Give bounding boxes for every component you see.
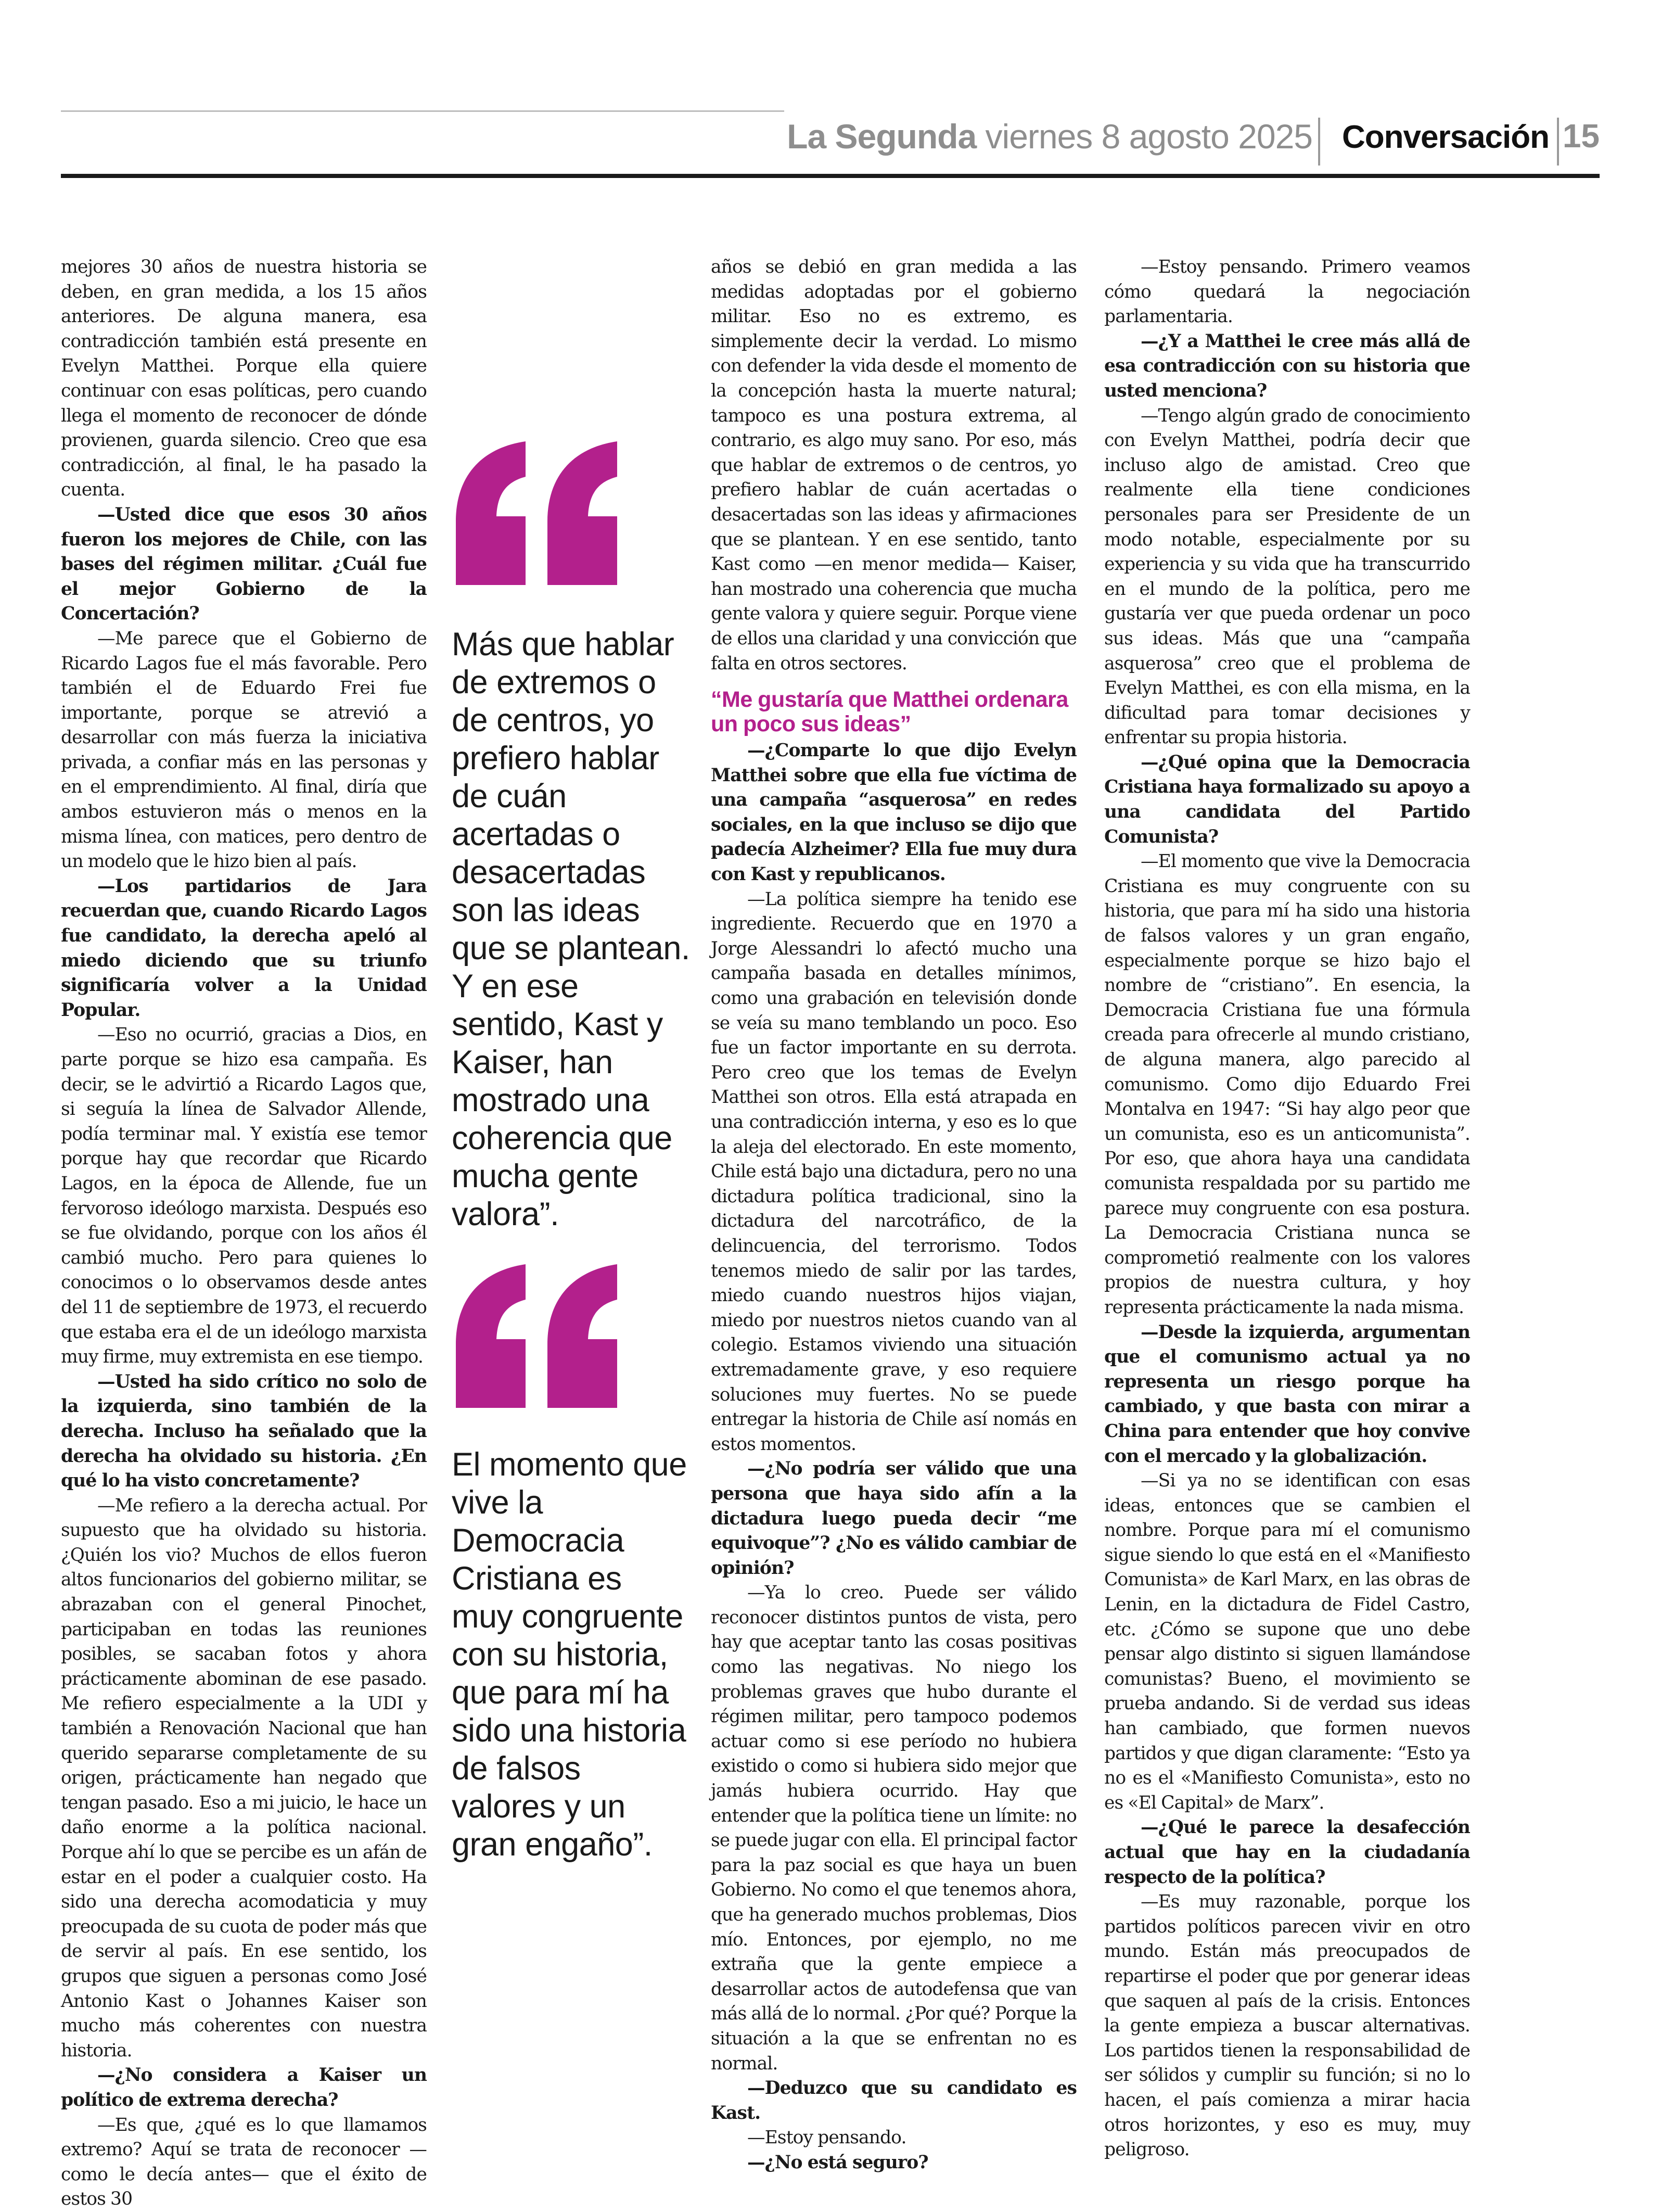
page-header (61, 113, 1600, 174)
interview-question: —Los partidarios de Jara recuerdan que, cuando Ricardo Lagos fue candidato, la derecha apeló al miedo diciendo que su triunfo significaría volver a la Unidad Popular. (61, 875, 427, 1021)
publication-date: viernes 8 agosto 2025 (985, 117, 1312, 156)
header-paper-date (787, 117, 1312, 156)
newspaper-name: La Segunda (787, 117, 977, 156)
interview-question: —¿Y a Matthei le cree más allá de esa contradicción con su historia que usted menciona? (1104, 330, 1470, 401)
interview-answer: —Me refiero a la derecha actual. Por supuesto que ha olvidado su historia. ¿Quién los vio? Muchos de ellos fueron altos funcionarios del gobierno militar, se abrazaban con el general Pinochet, participaban en todas las reuniones posibles, se sacaban fotos y ahora prácticamente abominan de ese pasado. Me refiero especialmente a la UDI y también a Renovación Nacional que han querido separarse completamente de su origen, prácticamente han negado que tengan pasado. Eso a mi juicio, le hace un daño enorme a la política nacional. Porque ahí lo que se percibe es un afán de estar en el poder a cualquier costo. Ha sido una derecha acomodaticia y muy preocupada de su cuota de poder más que de servir al país. En ese sentido, los grupos que siguen a personas como José Antonio Kast o Johannes Kaiser son mucho más coherentes con nuestra historia. (61, 1495, 427, 2061)
interview-answer: años se debió en gran medida a las medidas adoptadas por el gobierno militar. Eso no es extremo, es simplemente decir la verdad. Lo mismo con defender la vida desde el momento de la concepción hasta la muerte natural; tampoco es una postura extrema, al contrario, es algo muy sano. Por eso, más que hablar de extremos o de centros, yo prefiero hablar de cuán acertadas o desacertadas son las ideas y afirmaciones que se plantean. Y en ese sentido, tanto Kast como —en menor medida— Kaiser, han mostrado una coherencia que mucha gente valora y quiere seguir. Porque viene de ellos una claridad y una convicción que falta en otros sectores. (711, 257, 1077, 674)
article-column-1 (61, 255, 427, 2210)
interview-question: —Desde la izquierda, argumentan que el comunismo actual ya no representa un riesgo porque ha cambiado, y que basta con mirar a China para entender que hoy convive con el mercado y la globalización. (1104, 1321, 1470, 1467)
interview-question: —¿Qué opina que la Democracia Cristiana haya formalizado su apoyo a una candidata del Partido Comunista? (1104, 752, 1470, 847)
interview-answer: —Si ya no se identifican con esas ideas, entonces que se cambien el nombre. Porque para mí el comunismo sigue siendo lo que está en el «Manifiesto Comunista» de Karl Marx, en las obras de Lenin, en la dictadura de Fidel Castro, etc. ¿Cómo se supone que uno debe pensar algo distinto si siguen llamándose comunistas? Bueno, el movimiento se prueba andando. Si de verdad sus ideas han cambiado, que formen nuevos partidos y que digan claramente: “Esto ya no es el «Manifiesto Comunista», esto no es «El Capital» de Marx”. (1104, 1470, 1470, 1813)
interview-question: —Deduzco que su candidato es Kast. (711, 2078, 1077, 2124)
interview-answer: —El momento que vive la Democracia Cristiana es muy congruente con su historia, que para mí ha sido una historia de falsos valores y un gran engaño, especialmente porque se hizo bajo el nombre de “cristiano”. En esencia, la Democracia Cristiana fue una fórmula creada para ofrecerle al mundo cristiano, de alguna manera, algo parecido al comunismo. Como dijo Eduardo Frei Montalva en 1947: “Si hay algo peor que un comunista, eso es un anticomunista”. Por eso, que ahora haya una candidata comunista respaldada por su partido me parece muy congruente con esa postura. La Democracia Cristiana nunca se comprometió realmente con los valores propios de nuestra cultura, y hoy representa prácticamente la nada misma. (1104, 851, 1470, 1318)
interview-question: —¿Qué le parece la desafección actual que hay en la ciudadanía respecto de la política? (1104, 1817, 1470, 1888)
top-thin-rule (61, 110, 784, 112)
interview-answer: —Tengo algún grado de conocimiento con Evelyn Matthei, podría decir que incluso algo de amistad. Creo que realmente ella tiene condiciones personales para ser Presidente de un modo notable, especialmente por su experiencia y su vida que ha transcurrido en el mundo de la política, pero me gustaría ver que pueda ordenar un poco sus ideas. Más que una “campaña asquerosa” creo que el problema de Evelyn Matthei, es con ella misma, en la dificultad para tomar decisiones y enfrentar su propia historia. (1104, 405, 1470, 748)
interview-question: —¿No considera a Kaiser un político de extrema derecha? (61, 2065, 427, 2111)
interview-answer: —Es que, ¿qué es lo que llamamos extremo? Aquí se trata de reconocer —como le decía antes— que el éxito de estos 30 (61, 2114, 427, 2210)
pull-quote-2: El momento que vive la Democracia Cristiana es muy congruente con su historia, que para mí ha sido una historia de falsos valores y un gran engaño”. (452, 1446, 687, 1863)
page-number: 15 (1562, 117, 1600, 155)
interview-answer: —Ya lo creo. Puede ser válido reconocer distintos puntos de vista, pero hay que aceptar tanto las cosas positivas como las negativas. No niego los problemas graves que hubo durante el régimen militar, pero tampoco podemos actuar como si ese período no hubiera existido o como si hubiera sido mejor que jamás hubiera ocurrido. Hay que entender que la política tiene un límite: no se puede jugar con ella. El principal factor para la paz social es que haya un buen Gobierno. No como el que tenemos ahora, que ha generado muchos problemas, Dios mío. Entonces, por ejemplo, no me extraña que la gente empiece a desarrollar actos de autodefensa que van más allá de lo normal. ¿Por qué? Porque la situación a la que se enfrentan no es normal. (711, 1582, 1077, 2074)
interview-answer: —Es muy razonable, porque los partidos políticos parecen vivir en otro mundo. Están más preocupados de repartirse el poder que por generar ideas que saquen al país de la crisis. Entonces la gente empieza a buscar alternativas. Los partidos tienen la responsabilidad de ser sólidos y cumplir su función; si no lo hacen, el país comienza a mirar hacia otros horizontes, y eso es muy, muy peligroso. (1104, 1891, 1470, 2160)
article-column-2 (711, 255, 1077, 2173)
interview-question: —Usted dice que esos 30 años fueron los mejores de Chile, con las bases del régimen militar. ¿Cuál fue el mejor Gobierno de la Concertación? (61, 504, 427, 625)
interview-answer: —Estoy pensando. Primero veamos cómo quedará la negociación parlamentaria. (1104, 257, 1470, 327)
header-thick-rule (61, 174, 1600, 178)
interview-question: —¿Comparte lo que dijo Evelyn Matthei sobre que ella fue víctima de una campaña “asquerosa” en redes sociales, en la que incluso se dijo que padecía Alzheimer? Ella fue muy dura con Kast y republicanos. (711, 740, 1077, 885)
interview-answer: —Eso no ocurrió, gracias a Dios, en parte porque se hizo esa campaña. Es decir, se le advirtió a Ricardo Lagos que, si seguía la línea de Salvador Allende, podía terminar mal. Y existía ese temor porque hay que recordar que Ricardo Lagos, en la época de Allende, fue un fervoroso ideólogo marxista. Después eso se fue olvidando, porque con los años él cambió mucho. Pero para quienes lo conocimos o lo observamos desde antes del 11 de septiembre de 1973, el recuerdo que estaba era el de un ideólogo marxista muy firme, muy extremista en ese tiempo. (61, 1024, 427, 1368)
pull-quote-1: Más que hablar de extremos o de centros, yo prefiero hablar de cuán acertadas o desacertadas son las ideas que se plantean. Y en ese sentido, Kast y Kaiser, han mostrado una coherencia que mucha gente valora”. (452, 626, 690, 1232)
interview-question: —¿No está seguro? (747, 2152, 928, 2173)
quote-mark-icon (452, 1261, 623, 1412)
interview-answer: —Estoy pensando. (747, 2127, 906, 2149)
header-divider (1557, 118, 1559, 166)
interview-answer: —Me parece que el Gobierno de Ricardo Lagos fue el más favorable. Pero también el de Eduardo Frei fue importante, porque se atrevió a desarrollar con más fuerza la iniciativa privada, a confiar más en las personas y en el emprendimiento. Al final, diría que ambos estuvieron más o menos en la misma línea, con matices, pero dentro de un modelo que le hizo bien al país. (61, 628, 427, 872)
header-divider (1318, 118, 1320, 166)
interview-answer: —La política siempre ha tenido ese ingrediente. Recuerdo que en 1970 a Jorge Alessandri lo afectó mucho una campaña basada en detalles mínimos, como una grabación en televisión donde se veía su mano temblando un poco. Eso fue un factor importante en su derrota. Pero creo que los temas de Evelyn Matthei son otros. Ella está atrapada en una contradicción interna, y eso es lo que la aleja del electorado. En este momento, Chile está bajo una dictadura, pero no una dictadura política tradicional, sino la dictadura del narcotráfico, de la delincuencia, del terrorismo. Todos tenemos miedo de salir por las tardes, miedo cuando nuestros hijos viajan, miedo por nuestros nietos cuando van al colegio. Estamos viviendo una situación extremadamente grave, y eso requiere soluciones muy fuertes. No se puede entregar la historia de Chile así nomás en estos momentos. (711, 888, 1077, 1455)
section-title: Conversación (1341, 119, 1549, 155)
article-column-3 (1104, 255, 1470, 2160)
interview-question: —¿No podría ser válido que una persona que haya sido afín a la dictadura luego pueda decir “me equivoque”? ¿No es válido cambiar de opinión? (711, 1458, 1077, 1579)
subheading: “Me gustaría que Matthei ordenara un poco sus ideas” (711, 687, 1068, 737)
interview-answer: mejores 30 años de nuestra historia se deben, en gran medida, a los 15 años anteriores. De alguna manera, esa contradicción también está presente en Evelyn Matthei. Porque ella quiere continuar con esas políticas, pero cuando llega el momento de reconocer de dónde provienen, guarda silencio. Creo que esa contradicción, al final, le ha pasado la cuenta. (61, 257, 427, 501)
quote-mark-icon (452, 438, 623, 589)
interview-question: —Usted ha sido crítico no solo de la izquierda, sino también de la derecha. Incluso ha señalado que la derecha ha olvidado su historia. ¿En qué lo ha visto concretamente? (61, 1371, 427, 1492)
